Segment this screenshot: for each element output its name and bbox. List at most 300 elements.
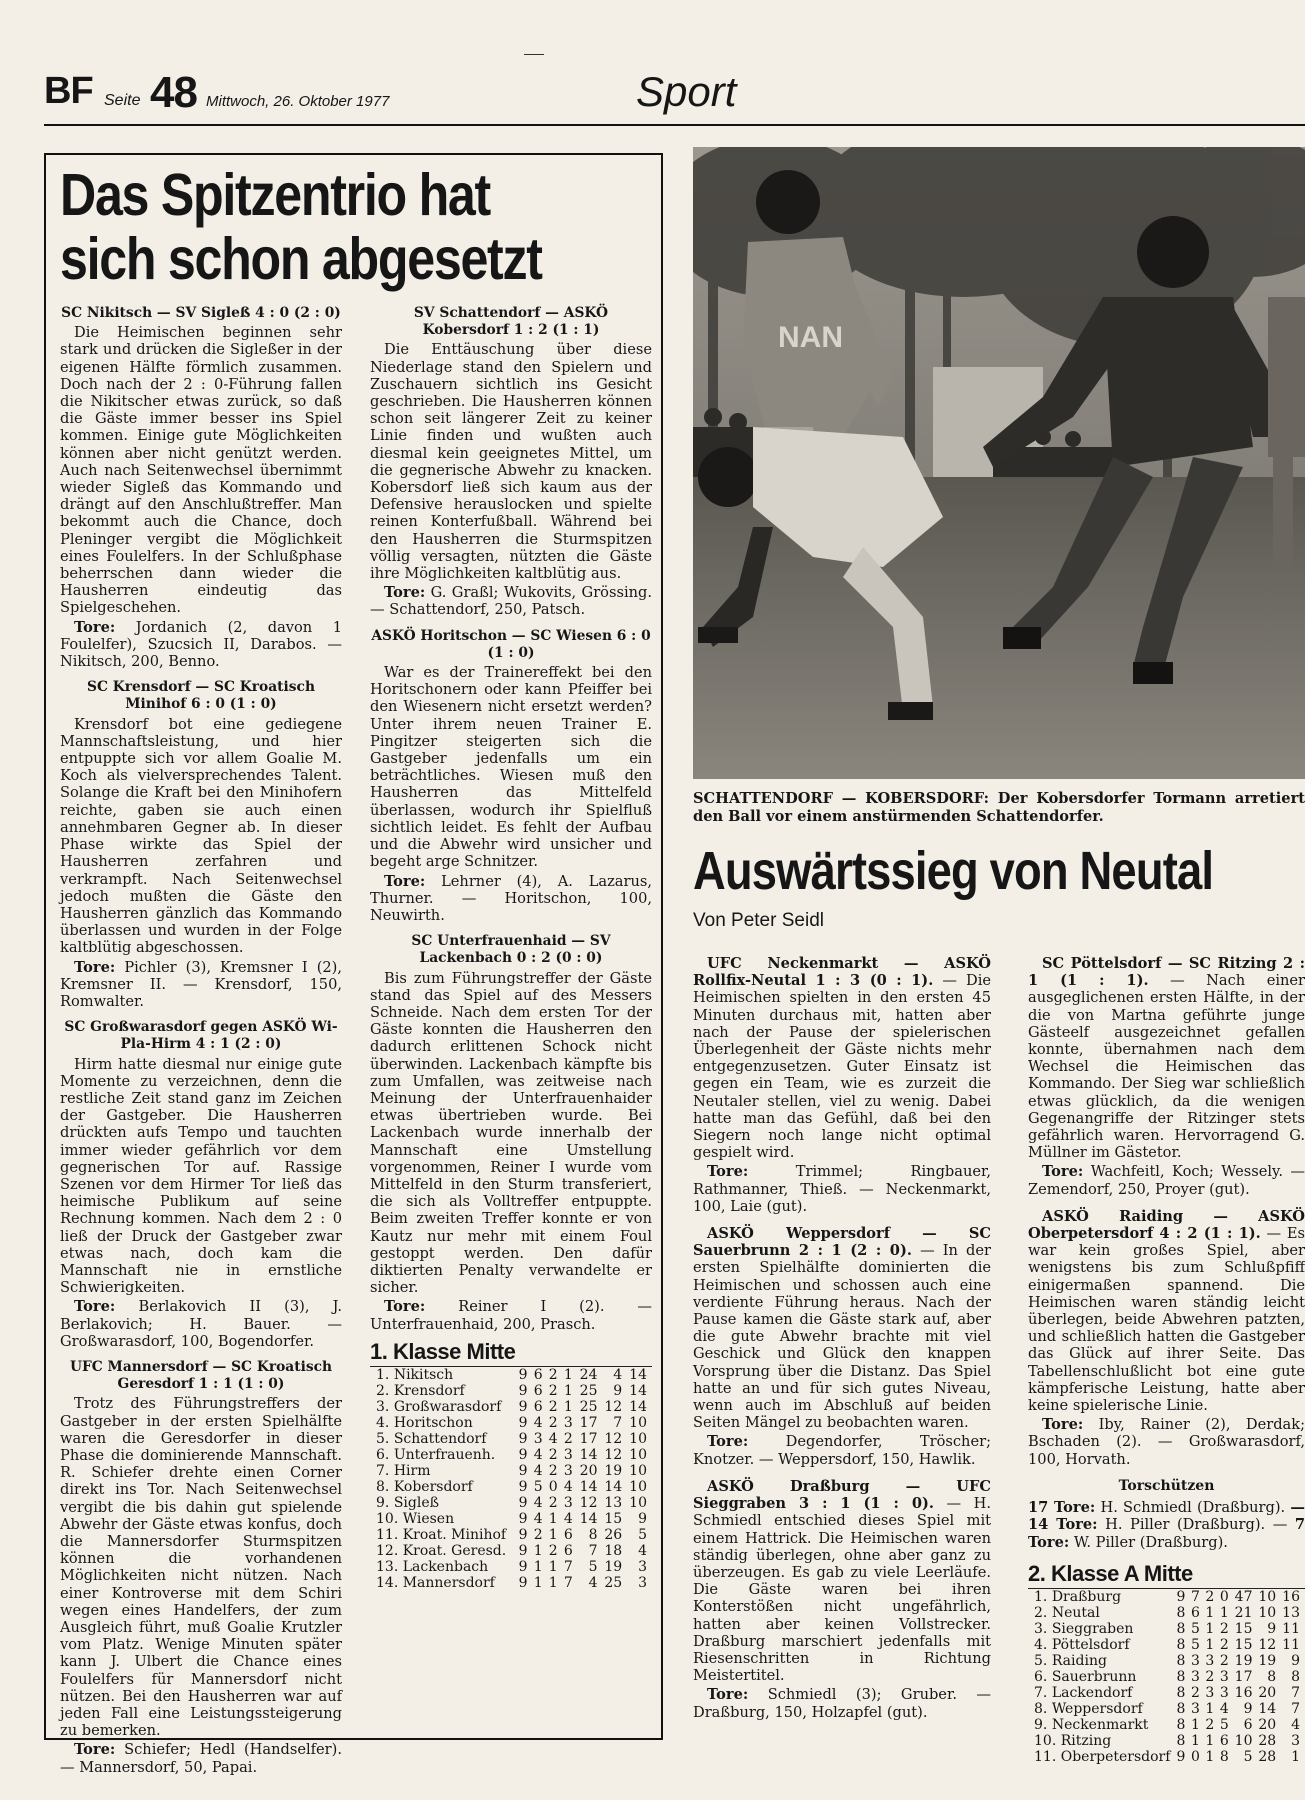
table-cell-goals: 17 — [579, 1414, 598, 1431]
table-cell-team — [1028, 1669, 1176, 1685]
table-cell-ga: 20 — [1258, 1716, 1277, 1733]
table-cell-d: 2 — [548, 1462, 558, 1479]
scorers-text: Berlakovich II (3), J. Berlakovich; H. Bauer. — Großwarasdorf, 100, Bogendorfer. — [60, 1298, 343, 1350]
table-cell-w: 5 — [533, 1478, 543, 1495]
article-headline-2: Auswärtssieg von Neutal — [693, 841, 1214, 901]
table-cell-pts: 3 — [1291, 1732, 1300, 1749]
table-cell-d: 3 — [1205, 1684, 1215, 1701]
tore-label: Tore: — [384, 584, 426, 602]
scorers-text: Lehrner (4), A. Lazarus, Thurner. — Horitschon, 100, Neuwirth. — [370, 872, 653, 924]
team-name: Raiding — [1051, 1652, 1107, 1669]
table-cell-s: 9 — [1176, 1748, 1186, 1765]
match-scorers — [370, 1298, 652, 1332]
table-cell-team — [370, 1399, 518, 1415]
table-cell-ga: 28 — [1258, 1748, 1277, 1765]
scorers-list — [1028, 1499, 1305, 1551]
team-rank: 5. — [376, 1430, 390, 1447]
team-name: Unterfrauenh. — [393, 1446, 496, 1463]
table-row — [1028, 1733, 1305, 1749]
team-name: Neutal — [1051, 1604, 1100, 1621]
table-cell-d: 2 — [548, 1398, 558, 1415]
match-report: Krensdorf bot eine gediegene Mannschaftsleistung, und hier entpuppte sich vor allem Goalie M. Koch als vielversprechendes Talent. Solange die Kraft bei den Minihofern reichte, gaben sie auch einen annehmbaren Gegner ab. In dieser Phase wirkte das Spiel der Hausherren zerfahren und verkrampft. Nach Seitenwechsel jedoch mußten die Gäste den Hausherren gänzlich das Kommando überlassen und wurden in der Folge kaltblütig abgeschossen. — [60, 715, 342, 957]
scorers-title: Torschützen — [1118, 1477, 1215, 1494]
match-report: Die Enttäuschung über diese Niederlage stand den Spielern und Zuschauern sichtlich ins Gesicht geschrieben. Die Hausherren können schon seit längerer Zeit zu keiner Linie finden und wußten auch diesmal kein geeignetes Mittel, um die gegnerische Abwehr zu knacken. Kobersdorf ließ sich kaum aus der Defensive herauslocken und spielte reinen Konterfußball. Während bei den Hausherren die Sturmspitzen völlig versagten, nützten die Gäste ihre Möglichkeiten kaltblütig aus. — [370, 341, 652, 583]
team-rank: 10. — [1034, 1732, 1057, 1749]
table-cell-s: 9 — [518, 1398, 528, 1415]
table-cell-goals: 25 — [579, 1382, 598, 1399]
table-cell-goals: 6 — [1243, 1716, 1253, 1733]
team-rank: 7. — [1034, 1684, 1048, 1701]
table-cell-team — [1028, 1588, 1176, 1605]
team-rank: 2. — [1034, 1604, 1048, 1621]
table-cell-goals: 5 — [588, 1558, 598, 1575]
table-cell-l: 1 — [563, 1398, 573, 1415]
table-cell-pts: 13 — [1282, 1604, 1300, 1621]
table-cell-d: 1 — [1205, 1636, 1215, 1653]
page-label: Seite — [104, 92, 141, 109]
table-cell-l: 6 — [563, 1526, 573, 1543]
table-cell-pts: 11 — [1282, 1636, 1300, 1653]
match-heading: SC Nikitsch — SV Sigleß 4 : 0 (2 : 0) — [61, 305, 341, 321]
team-rank: 5. — [1034, 1652, 1048, 1669]
team-name: Weppersdorf — [1051, 1700, 1143, 1717]
table-cell-ga: 26 — [604, 1526, 623, 1543]
match-scorers — [693, 1163, 991, 1215]
table-cell-team — [370, 1575, 518, 1591]
table-row — [370, 1543, 652, 1559]
table-cell-team — [370, 1415, 518, 1431]
table-row — [370, 1366, 652, 1383]
table-cell-d: 1 — [1205, 1732, 1215, 1749]
table-cell-d: 2 — [548, 1542, 558, 1559]
table-cell-team — [370, 1559, 518, 1575]
table-cell-d: 1 — [548, 1526, 558, 1543]
table-cell-goals: 8 — [588, 1526, 598, 1543]
table-cell-s: 9 — [518, 1510, 528, 1527]
table-row — [1028, 1588, 1305, 1605]
table-cell-goals: 25 — [579, 1398, 598, 1415]
table-row — [1028, 1685, 1305, 1701]
table-cell-s: 9 — [518, 1446, 528, 1463]
match-text: — Nach einer ausgeglichenen ersten Hälfte, in der die von Martna geführte junge Gästeelf ausgezeichnet gefallen konnte, übernahmen nach dem Wechsel die Heimischen das Kommando. Der Sieg war schließlich etwas glücklich, da die wenigen Gegenangriffe der Ritzinger stets gefährlich waren. Hervorragend G. Müllner im Gästetor. — [1028, 972, 1305, 1162]
match-report: Hirm hatte diesmal nur einige gute Momente zu verzeichnen, denn die restliche Zeit stand ganz im Zeichen der Gastgeber. Die Hausherren drückten aufs Tempo und tauchten immer wieder gefährlich vor dem gegnerischen Tor auf. Rassige Szenen vor dem Hirmer Tor ließ das heimische Publikum auf seine Rechnung kommen. Nach dem 2 : 0 ließ der Druck der Gastgeber zwar etwas nach, doch kam die Mannschaft nie in ernstliche Schwierigkeiten. — [60, 1055, 342, 1297]
table-cell-l: 7 — [563, 1574, 573, 1591]
scorers-text: Reiner I (2). — Unterfrauenhaid, 200, Prasch. — [370, 1298, 652, 1333]
match-report: War es der Trainereffekt bei den Horitschonern oder kann Pfeiffer bei den Wiesenern nicht ersetzt werden? Unter ihrem neuen Trainer E. Pingitzer steigerten sich die Gastgeber jedenfalls um ein beträchtliches. Wiesen muß den Hausherren das Mittelfeld überlassen, wodurch ihr Spielfluß sichtlich leidet. Es fehlt der Aufbau und die Abwehr wird unsicher und begeht arge Schnitzer. — [370, 664, 652, 871]
table-cell-pts: 7 — [1291, 1684, 1300, 1701]
table-cell-w: 2 — [533, 1526, 543, 1543]
table-cell-team — [370, 1543, 518, 1559]
table-cell-pts: 1 — [1291, 1748, 1300, 1765]
table-cell-pts: 3 — [638, 1574, 647, 1591]
table-cell-w: 4 — [533, 1462, 543, 1479]
scorers-text: G. Graßl; Wukovits, Grössing. — Schattendorf, 250, Patsch. — [370, 584, 652, 619]
table-cell-s: 9 — [1176, 1588, 1186, 1605]
table-cell-s: 8 — [1176, 1620, 1186, 1637]
team-rank: 7. — [376, 1462, 390, 1479]
table-cell-l: 3 — [563, 1446, 573, 1463]
match-scorers — [1028, 1416, 1305, 1468]
team-rank: 8. — [1034, 1700, 1048, 1717]
team-name: Sieggraben — [1051, 1620, 1134, 1637]
table-cell-w: 1 — [533, 1542, 543, 1559]
table-cell-d: 2 — [548, 1366, 558, 1383]
match-heading: ASKÖ Horitschon — SC Wiesen 6 : 0 (1 : 0) — [371, 627, 651, 661]
match-heading: SC Krensdorf — SC Kroatisch Minihof 6 : 0 (1 : 0) — [86, 679, 315, 713]
table-cell-ga: 19 — [1258, 1652, 1277, 1669]
tore-label: Tore: — [707, 1433, 749, 1451]
article-column-a — [60, 305, 342, 1776]
table-cell-team — [1028, 1621, 1176, 1637]
table-cell-team — [370, 1366, 518, 1383]
table-cell-goals: 15 — [1234, 1620, 1253, 1637]
section-title: Sport — [636, 68, 737, 115]
table-cell-w: 1 — [1190, 1716, 1200, 1733]
team-name: Kroat. Minihof — [402, 1526, 507, 1543]
match-scorers — [1028, 1163, 1305, 1197]
scorers-text: Pichler (3), Kremsner I (2), Kremsner II. — Krensdorf, 150, Romwalter. — [60, 958, 342, 1010]
table-cell-l: 2 — [1219, 1652, 1229, 1669]
table-cell-goals: 24 — [579, 1366, 598, 1383]
table-cell-team — [370, 1447, 518, 1463]
table-cell-l: 1 — [563, 1366, 573, 1383]
table-cell-pts: 9 — [1291, 1652, 1300, 1669]
table-cell-pts: 10 — [629, 1494, 647, 1511]
table-cell-ga: 4 — [613, 1366, 623, 1383]
table-cell-ga: 9 — [613, 1382, 623, 1399]
team-rank: 12. — [376, 1542, 399, 1559]
table-cell-l: 0 — [1219, 1588, 1229, 1605]
table-cell-goals: 10 — [1234, 1732, 1253, 1749]
table-cell-ga: 20 — [1258, 1684, 1277, 1701]
logo: BF — [44, 70, 93, 112]
match-photo — [693, 147, 1305, 779]
match-text: — H. Schmiedl entschied dieses Spiel mit einem Hattrick. Die Heimischen waren ständig überlegen, ohne aber ganz zu überzeugen. Es gab zu viele Leerläufe. Die Gäste waren bei ihren Konterstößen nicht ungefährlich, hatten aber keinen Vollstrecker. Draßburg marschiert jedenfalls mit Riesenschritten in Richtung Meistertitel. — [693, 1495, 991, 1685]
table-cell-goals: 17 — [579, 1430, 598, 1447]
scorer-text: H. Schmiedl (Draßburg). — [1100, 1499, 1286, 1517]
table-cell-goals: 20 — [579, 1462, 598, 1479]
match-scorers — [693, 1686, 991, 1720]
table-cell-w: 3 — [1190, 1652, 1200, 1669]
team-name: Sauerbrunn — [1051, 1668, 1137, 1685]
scorer-text: H. Piller (Draßburg). — — [1105, 1516, 1288, 1534]
tore-label: Tore: — [74, 1741, 116, 1759]
team-rank: 1. — [376, 1366, 390, 1383]
table-row — [370, 1511, 652, 1527]
scorers-text: Wachfeitl, Koch; Wessely. — Zemendorf, 250, Proyer (gut). — [1028, 1163, 1305, 1198]
article2-column-b — [1028, 955, 1305, 1765]
table-cell-ga: 19 — [604, 1462, 623, 1479]
article-column-b — [370, 305, 652, 1591]
table-cell-d: 1 — [548, 1574, 558, 1591]
table-cell-s: 9 — [518, 1478, 528, 1495]
table-cell-s: 8 — [1176, 1732, 1186, 1749]
table-cell-d: 3 — [1205, 1652, 1215, 1669]
table-cell-pts: 14 — [629, 1382, 647, 1399]
match-text: — Es war kein großes Spiel, aber wenigstens bis zum Schlußpfiff einigermaßen spannend. Die Heimischen waren ständig leicht überlegen, beide Abwehren patzten, und schließlich hatten die Gastgeber das Glück auf ihrer Seite. Das Tabellenschlußlicht bot eine gute kämpferische Leistung, hatte aber keine spielerische Linie. — [1028, 1225, 1305, 1415]
issue-date: Mittwoch, 26. Oktober 1977 — [206, 93, 390, 110]
table-cell-pts: 5 — [638, 1526, 647, 1543]
table-cell-w: 6 — [533, 1366, 543, 1383]
table-cell-team — [1028, 1701, 1176, 1717]
match-heading: SC Pöttelsdorf — SC Ritzing 2 : 1 (1 : 1). — [1028, 955, 1305, 990]
match-heading: UFC Mannersdorf — SC Kroatisch Geresdorf 1 : 1 (1 : 0) — [69, 1358, 333, 1393]
headline-line-1: Das Spitzentrio hat — [60, 162, 490, 228]
table-cell-w: 0 — [1190, 1748, 1200, 1765]
match-scorers — [60, 1298, 342, 1350]
table-cell-pts: 3 — [638, 1558, 647, 1575]
table-cell-l: 2 — [1219, 1636, 1229, 1653]
table-cell-team — [370, 1479, 518, 1495]
table-cell-w: 6 — [1190, 1604, 1200, 1621]
scorer-text: W. Piller (Draßburg). — [1073, 1533, 1228, 1551]
team-rank: 10. — [376, 1510, 399, 1527]
table-cell-d: 2 — [1205, 1716, 1215, 1733]
table-cell-s: 9 — [518, 1366, 528, 1383]
league-table-2 — [1028, 1588, 1305, 1765]
team-name: Wiesen — [402, 1510, 455, 1527]
table-cell-w: 6 — [533, 1382, 543, 1399]
table-cell-l: 3 — [563, 1462, 573, 1479]
table-cell-ga: 18 — [604, 1542, 623, 1559]
table-cell-l: 6 — [563, 1542, 573, 1559]
table-cell-team — [370, 1527, 518, 1543]
tore-label: Tore: — [384, 1298, 426, 1316]
table-cell-ga: 7 — [613, 1414, 623, 1431]
scorers-text: Trimmel; Ringbauer, Rathmanner, Thieß. — Neckenmarkt, 100, Laie (gut). — [693, 1163, 992, 1215]
table-cell-s: 8 — [1176, 1604, 1186, 1621]
table-cell-d: 2 — [548, 1414, 558, 1431]
table-cell-l: 3 — [1219, 1668, 1229, 1685]
table-cell-l: 4 — [563, 1510, 573, 1527]
table-cell-w: 1 — [533, 1574, 543, 1591]
team-name: Ritzing — [1060, 1732, 1112, 1749]
match-report: Trotz des Führungstreffers der Gastgeber in der ersten Spielhälfte waren die Geresdorfer in dieser Phase die dominierende Mannschaft. R. Schiefer drehte einen Corner direkt ins Tor. Nach Seitenwechsel vergibt die bis dahin gut spielende Abwehr der Gäste etwas konfus, doch die Mannersdorfer Sturmspitzen können die vorhandenen Möglichkeiten nicht nützen. Nach einer Kontroverse mit dem Schiri wegen eines Handelfers, der zum Ausgleich führt, muß Goalie Krutzler vom Platz. Wenige Minuten später kann J. Ulbert die Chance eines Foulelfers für Mannersdorf nicht nützen. Bei den Hausherren war auf jeden Fall eine Leistungssteigerung zu bemerken. — [60, 1395, 342, 1740]
table-cell-pts: 4 — [638, 1542, 647, 1559]
table-cell-d: 1 — [1205, 1700, 1215, 1717]
match-heading: SC Großwarasdorf gegen ASKÖ Wi-Pla-Hirm 4 : 1 (2 : 0) — [64, 1019, 338, 1053]
page-number: 48 — [150, 68, 197, 117]
table-cell-team — [370, 1511, 518, 1527]
article-headline — [60, 163, 570, 291]
table-row — [370, 1495, 652, 1511]
table-cell-ga: 15 — [604, 1510, 623, 1527]
table-cell-s: 9 — [518, 1574, 528, 1591]
tore-label: Tore: — [74, 1298, 116, 1316]
table-cell-l: 2 — [1219, 1620, 1229, 1637]
match-scorers — [60, 959, 342, 1011]
table-cell-w: 4 — [533, 1494, 543, 1511]
table-cell-ga: 19 — [604, 1558, 623, 1575]
scorers-text: Schmiedl (3); Gruber. — Draßburg, 150, Holzapfel (gut). — [693, 1686, 991, 1721]
league-table-1 — [370, 1366, 652, 1591]
table-cell-pts: 10 — [629, 1478, 647, 1495]
match-text: — Die Heimischen spielten in den ersten 45 Minuten durchaus mit, hatten aber nach der Pause der spielerischen Überlegenheit der Gäste nichts mehr entgegenzusetzen. Guter Einsatz ist gegen ein Team, wie es zurzeit die Neutaler stellen, viel zu wenig. Dabei hatte man das Gefühl, daß bei den Siegern noch lange nicht optimal gespielt wird. — [693, 972, 991, 1162]
team-name: Neckenmarkt — [1051, 1716, 1149, 1733]
table-cell-goals: 17 — [1234, 1668, 1253, 1685]
table-row — [370, 1383, 652, 1399]
table-cell-team — [1028, 1605, 1176, 1621]
table-cell-team — [370, 1383, 518, 1399]
team-name: Lackendorf — [1051, 1684, 1133, 1701]
table-cell-team — [1028, 1637, 1176, 1653]
team-name: Oberpetersdorf — [1060, 1748, 1171, 1765]
match-report: Bis zum Führungstreffer der Gäste stand das Spiel auf des Messers Schneide. Nach dem ersten Tor der Gäste konnten die Hausherren den dadurch erlittenen Schock nicht überwinden. Lackenbach kämpfte bis zum Umfallen, was zeitweise nach Meinung der Unterfrauenhaider etwas übertrieben wurde. Bei Lackenbach wurde innerhalb der Mannschaft eine Umstellung vorgenommen, Reiner I wurde vom Mittelfeld in den Sturm transferiert, die sich als Volltreffer entpuppte. Beim zweiten Treffer konnte er von Kautz nur mehr mit einem Foul gestoppt werden. Den dafür diktierten Penalty verwandelte er sicher. — [370, 969, 652, 1297]
table-row — [370, 1559, 652, 1575]
table-cell-w: 1 — [533, 1558, 543, 1575]
table-cell-d: 1 — [548, 1510, 558, 1527]
table-cell-goals: 47 — [1234, 1588, 1253, 1605]
match-scorers — [370, 873, 652, 925]
table-cell-d: 2 — [548, 1494, 558, 1511]
table-cell-s: 9 — [518, 1558, 528, 1575]
table-cell-w: 3 — [533, 1430, 543, 1447]
table-cell-s: 9 — [518, 1542, 528, 1559]
scorer-label: — 14 Tore: — [1028, 1499, 1305, 1534]
table-cell-w: 3 — [1190, 1668, 1200, 1685]
match-heading: ASKÖ Raiding — ASKÖ Oberpetersdorf 4 : 2 (1 : 1). — [1028, 1207, 1305, 1243]
table-cell-w: 2 — [1190, 1684, 1200, 1701]
table-cell-goals: 19 — [1234, 1652, 1253, 1669]
table-cell-l: 4 — [1219, 1700, 1229, 1717]
table-cell-ga: 8 — [1267, 1668, 1277, 1685]
table-cell-d: 2 — [548, 1446, 558, 1463]
table-row — [1028, 1749, 1305, 1765]
match-heading: ASKÖ Weppersdorf — SC Sauerbrunn 2 : 1 (2 : 0). — [693, 1225, 991, 1260]
table-cell-team — [370, 1463, 518, 1479]
table-row — [370, 1415, 652, 1431]
table-row — [370, 1399, 652, 1415]
table-cell-ga: 12 — [604, 1398, 623, 1415]
match-heading: ASKÖ Draßburg — UFC Sieggraben 3 : 1 (1 : 0). — [693, 1477, 991, 1513]
table-cell-goals: 4 — [588, 1574, 598, 1591]
table-cell-pts: 11 — [1282, 1620, 1300, 1637]
match-text: — In der ersten Spielhälfte dominierten die Heimischen und schossen auch eine verdiente Führung heraus. Nach der Pause kamen die Gäste stark auf, aber die gute Abwehr brachte mit viel Geschick und Glück den knappen Vorsprung über die Distanz. Das Spiel hatte an und für sich gutes Niveau, wenn auch im Abschluß auf beiden Seiten Mängel zu beobachten waren. — [693, 1242, 992, 1432]
table-cell-s: 9 — [518, 1494, 528, 1511]
team-rank: 6. — [376, 1446, 390, 1463]
match-scorers — [693, 1433, 991, 1467]
table-cell-ga: 28 — [1258, 1732, 1277, 1749]
table-cell-s: 8 — [1176, 1668, 1186, 1685]
team-name: Hirm — [393, 1462, 431, 1479]
team-name: Lackenbach — [402, 1558, 489, 1575]
table-row — [1028, 1701, 1305, 1717]
table-cell-d: 2 — [1205, 1668, 1215, 1685]
match-heading: SC Unterfrauenhaid — SV Lackenbach 0 : 2 (0 : 0) — [411, 933, 611, 967]
scorers-text: Jordanich (2, davon 1 Foulelfer), Szucsich II, Darabos. — Nikitsch, 200, Benno. — [60, 618, 342, 671]
table-row — [1028, 1669, 1305, 1685]
table-row — [370, 1479, 652, 1495]
scorers-text: Schiefer; Hedl (Handselfer). — Mannersdorf, 50, Papai. — [60, 1741, 342, 1776]
team-rank: 13. — [376, 1558, 399, 1575]
table-cell-goals: 12 — [579, 1494, 598, 1511]
table-cell-pts: 10 — [629, 1430, 647, 1447]
table-cell-pts: 7 — [1291, 1700, 1300, 1717]
team-rank: 11. — [376, 1526, 399, 1543]
scorer-label: 17 Tore: — [1028, 1499, 1096, 1517]
table-cell-ga: 10 — [1258, 1588, 1277, 1605]
match-report: Die Heimischen beginnen sehr stark und drücken die Sigleßer in der eigenen Hälfte förmlich zusammen. Doch nach der 2 : 0-Führung fallen die Nikitscher etwas zurück, so daß die Gäste immer besser ins Spiel kommen. Einige gute Möglichkeiten können aber nicht genützt werden. Auch nach Seitenwechsel übernimmt wieder Sigleß das Kommando und drängt auf den Anschlußtreffer. Man bekommt auch die Chance, doch Pleninger vergibt die Möglichkeit eines Foulelfers. In der Schlußphase beherrschen dann wieder die Hausherren eindeutig das Spielgeschehen. — [60, 324, 342, 617]
team-name: Kroat. Geresd. — [402, 1542, 507, 1559]
table-row — [370, 1431, 652, 1447]
match-scorers — [370, 584, 652, 618]
table-cell-ga: 12 — [604, 1446, 623, 1463]
table-cell-d: 1 — [548, 1558, 558, 1575]
table-cell-l: 1 — [563, 1382, 573, 1399]
table-cell-w: 7 — [1190, 1588, 1200, 1605]
match-report — [693, 955, 991, 1161]
team-rank: 4. — [376, 1414, 390, 1431]
table-row — [370, 1527, 652, 1543]
table-cell-w: 4 — [533, 1446, 543, 1463]
headline-line-2: sich schon abgesetzt — [60, 226, 542, 292]
table-cell-goals: 15 — [1234, 1636, 1253, 1653]
table-cell-s: 8 — [1176, 1636, 1186, 1653]
table-cell-goals: 7 — [588, 1542, 598, 1559]
table-cell-goals: 16 — [1234, 1684, 1253, 1701]
table-cell-pts: 14 — [629, 1366, 647, 1383]
table-cell-l: 3 — [563, 1494, 573, 1511]
table-cell-d: 0 — [548, 1478, 558, 1495]
table-cell-pts: 16 — [1282, 1588, 1300, 1605]
table-cell-l: 8 — [1219, 1748, 1229, 1765]
photo-svg — [693, 147, 1305, 779]
table-cell-goals: 9 — [1243, 1700, 1253, 1717]
table-cell-d: 2 — [1205, 1588, 1215, 1605]
page-header — [44, 66, 1304, 122]
team-rank: 3. — [376, 1398, 390, 1415]
team-rank: 1. — [1034, 1588, 1048, 1605]
league-table-title: 2. Klasse A Mitte — [1028, 1560, 1193, 1586]
match-scorers — [60, 619, 342, 671]
team-name: Sigleß — [393, 1494, 439, 1511]
league-table-title: 1. Klasse Mitte — [370, 1338, 516, 1364]
table-cell-pts: 8 — [1291, 1668, 1300, 1685]
table-cell-d: 2 — [548, 1382, 558, 1399]
table-cell-l: 7 — [563, 1558, 573, 1575]
tore-label: Tore: — [707, 1686, 749, 1704]
table-cell-ga: 14 — [1258, 1700, 1277, 1717]
table-cell-l: 5 — [1219, 1716, 1229, 1733]
table-cell-ga: 25 — [604, 1574, 623, 1591]
match-report — [693, 1478, 991, 1684]
team-rank: 2. — [376, 1382, 390, 1399]
table-cell-ga: 10 — [1258, 1604, 1277, 1621]
team-name: Pöttelsdorf — [1051, 1636, 1130, 1653]
table-cell-s: 9 — [518, 1414, 528, 1431]
table-row — [1028, 1605, 1305, 1621]
table-cell-l: 4 — [563, 1478, 573, 1495]
table-cell-l: 2 — [563, 1430, 573, 1447]
table-cell-s: 9 — [518, 1526, 528, 1543]
tore-label: Tore: — [74, 618, 116, 636]
shirt-text: NAN — [778, 321, 843, 354]
table-cell-d: 1 — [1205, 1620, 1215, 1637]
table-cell-goals: 21 — [1234, 1604, 1253, 1621]
tore-label: Tore: — [384, 872, 426, 890]
table-cell-l: 1 — [1219, 1604, 1229, 1621]
scorer-label: 7 Tore: — [1028, 1516, 1305, 1551]
table-cell-team — [1028, 1685, 1176, 1701]
table-cell-ga: 12 — [1258, 1636, 1277, 1653]
team-name: Draßburg — [1051, 1588, 1122, 1605]
scorers-text: Degendorfer, Tröscher; Knotzer. — Weppersdorf, 150, Hawlik. — [693, 1433, 991, 1468]
byline: Von Peter Seidl — [693, 910, 824, 931]
table-cell-ga: 9 — [1267, 1620, 1277, 1637]
table-cell-pts: 14 — [629, 1398, 647, 1415]
table-cell-l: 3 — [1219, 1684, 1229, 1701]
match-report — [1028, 1208, 1305, 1414]
